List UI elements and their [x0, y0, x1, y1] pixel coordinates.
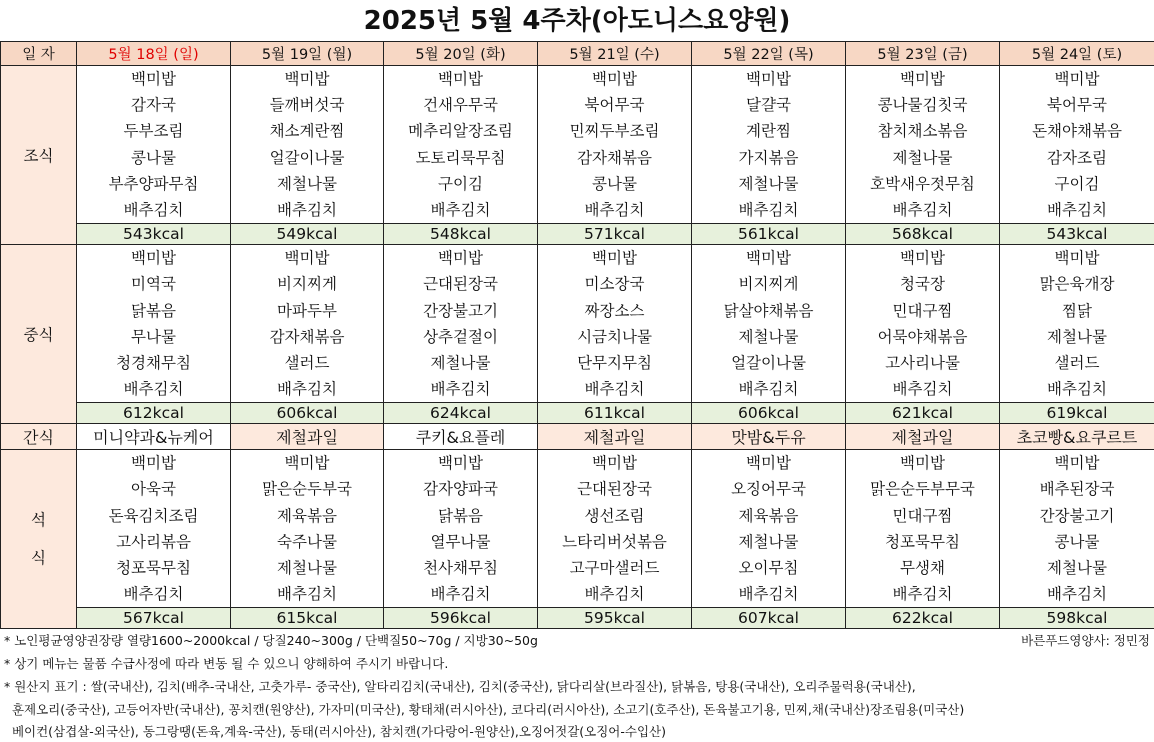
menu-item: 감자채볶음: [577, 148, 652, 167]
dinner-kcal: 595kcal: [538, 608, 692, 629]
menu-item: 배추김치: [123, 585, 184, 604]
breakfast-kcal: 571kcal: [538, 224, 692, 245]
menu-item: 배추김치: [738, 200, 799, 219]
dinner-label: [1, 450, 77, 629]
menu-item: 백미밥: [284, 249, 330, 268]
day-header-wed: 5월 21일 (수): [538, 42, 692, 66]
lunch-cell: [231, 245, 384, 403]
menu-item: 백미밥: [746, 454, 791, 473]
snack-item: 제철과일: [846, 424, 1000, 450]
breakfast-kcal: 549kcal: [231, 224, 384, 245]
origin-note-line-3: 베이컨(삼겹살-외국산), 동그랑땡(돈육,계육-국산), 동태(러시아산), 참치캔(가다랑어-원양산),오징어젓갈(오징어-수입산): [4, 724, 666, 739]
menu-item: 제철나물: [892, 148, 953, 167]
menu-item: 미소장국: [584, 275, 645, 294]
menu-item: 열무나물: [430, 532, 491, 551]
menu-item: 참치채소볶음: [877, 122, 968, 141]
menu-item: 백미밥: [131, 70, 176, 88]
menu-item: 백미밥: [592, 70, 637, 88]
dinner-kcal: 622kcal: [846, 608, 1000, 629]
menu-item: 배추김치: [738, 585, 799, 604]
day-header-thu: 5월 22일 (목): [692, 42, 846, 66]
dinner-cell: [538, 450, 692, 608]
origin-note-line-1: * 원산지 표기 : 쌀(국내산), 김치(배추-국내산, 고춧가루- 중국산), 알타리김치(국내산), 김치(중국산), 닭다리살(브라질산), 닭볶음, 탕용(국내산), 오리주물럭용(국내산),: [4, 679, 916, 694]
menu-item: 배추김치: [584, 380, 645, 399]
snack-item: 맛밤&두유: [692, 424, 846, 450]
menu-item: 샐러드: [1054, 353, 1100, 372]
breakfast-cell: [538, 66, 692, 224]
menu-item: 도토리묵무침: [415, 148, 506, 167]
breakfast-kcal: 568kcal: [846, 224, 1000, 245]
header-row: [1, 42, 1154, 66]
breakfast-cell: [692, 66, 846, 224]
dinner-cell: [384, 450, 538, 608]
menu-item: 시금치나물: [577, 327, 652, 346]
menu-item: 청경채무침: [116, 353, 191, 372]
menu-item: 오징어무국: [731, 480, 806, 499]
origin-note-line-2: 훈제오리(중국산), 고등어자반(국내산), 꽁치캔(원양산), 가자미(미국산), 황태채(러시아산), 코다리(러시아산), 소고기(호주산), 돈육불고기용, 민찌,채(국내산)장조림용(미국산): [4, 702, 965, 717]
breakfast-kcal: 548kcal: [384, 224, 538, 245]
breakfast-cell: [77, 66, 231, 224]
lunch-kcal: 606kcal: [231, 403, 384, 424]
dinner-label-char-2: 식: [31, 549, 46, 568]
menu-item: 어묵야채볶음: [877, 327, 968, 346]
menu-item: 백미밥: [131, 249, 176, 268]
menu-item: 건새우무국: [423, 96, 498, 115]
menu-item: 배추김치: [584, 200, 645, 219]
menu-item: 배추김치: [123, 380, 184, 399]
menu-item: 백미밥: [438, 70, 483, 88]
menu-item: 숙주나물: [277, 532, 337, 551]
menu-item: 백미밥: [900, 249, 945, 268]
menu-item: 구이김: [438, 174, 483, 193]
lunch-kcal: 624kcal: [384, 403, 538, 424]
breakfast-cell: [1000, 66, 1154, 224]
menu-change-note: * 상기 메뉴는 물품 수급사정에 따라 변동 될 수 있으니 양해하여 주시기 바랍니다.: [4, 656, 449, 671]
snack-item: 초코빵&요쿠르트: [1000, 424, 1154, 450]
menu-item: 고사리볶음: [116, 532, 191, 551]
menu-item: 백미밥: [746, 249, 791, 268]
menu-item: 맑은순두부무국: [870, 480, 975, 499]
dinner-cell: [231, 450, 384, 608]
breakfast-kcal: 543kcal: [1000, 224, 1154, 245]
menu-item: 배추김치: [430, 380, 491, 399]
menu-item: 백미밥: [746, 70, 791, 88]
day-header-fri: 5월 23일 (금): [846, 42, 1000, 66]
menu-item: 닭볶음: [438, 506, 483, 525]
menu-item: 찜닭: [1062, 301, 1092, 320]
menu-item: 아욱국: [131, 480, 176, 499]
menu-item: 제육볶음: [277, 506, 337, 525]
menu-item: 계란찜: [746, 122, 791, 141]
menu-item: 콩나물김칫국: [877, 96, 968, 115]
menu-item: 무생채: [900, 559, 945, 577]
menu-item: 오이무침: [738, 559, 799, 577]
menu-item: 고사리나물: [885, 353, 960, 372]
breakfast-cell: [384, 66, 538, 224]
menu-item: 돈육김치조림: [108, 506, 199, 525]
lunch-cell: [692, 245, 846, 403]
breakfast-row: [1, 66, 1154, 224]
menu-item: 비지찌게: [738, 275, 799, 294]
lunch-row: [1, 245, 1154, 403]
menu-item: 제철나물: [738, 532, 799, 551]
menu-item: 고구마샐러드: [569, 559, 660, 577]
dinner-kcal: 596kcal: [384, 608, 538, 629]
lunch-kcal: 619kcal: [1000, 403, 1154, 424]
lunch-cell: [538, 245, 692, 403]
menu-item: 북어무국: [584, 96, 645, 115]
menu-item: 제육볶음: [738, 506, 799, 525]
menu-item: 구이김: [1054, 174, 1100, 193]
dinner-kcal: 615kcal: [231, 608, 384, 629]
menu-item: 배추김치: [430, 200, 491, 219]
menu-item: 달걀국: [746, 96, 791, 115]
menu-item: 배추김치: [277, 585, 337, 604]
lunch-kcal: 611kcal: [538, 403, 692, 424]
lunch-kcal: 621kcal: [846, 403, 1000, 424]
menu-item: 제철나물: [738, 327, 799, 346]
weekly-menu-table: [0, 41, 1154, 629]
menu-item: 천사채무침: [423, 559, 498, 577]
menu-item: 감자양파국: [423, 480, 498, 499]
menu-item: 호박새우젓무침: [870, 174, 975, 193]
menu-item: 무나물: [131, 327, 176, 346]
menu-item: 간장불고기: [1039, 506, 1115, 525]
menu-item: 콩나물: [1054, 532, 1100, 551]
menu-item: 청포묵무침: [885, 532, 960, 551]
date-label: 일 자: [1, 42, 77, 66]
menu-item: 들깨버섯국: [269, 96, 345, 115]
menu-item: 샐러드: [284, 353, 330, 372]
menu-item: 근대된장국: [423, 275, 498, 294]
lunch-cell: [846, 245, 1000, 403]
menu-item: 백미밥: [284, 454, 330, 473]
menu-item: 제철나물: [1047, 327, 1107, 346]
menu-item: 생선조림: [584, 506, 645, 525]
lunch-kcal-row: [1, 403, 1154, 424]
menu-item: 배추김치: [738, 380, 799, 399]
menu-item: 백미밥: [438, 249, 483, 268]
breakfast-kcal-row: [1, 224, 1154, 245]
menu-item: 배추김치: [1047, 585, 1107, 604]
snack-item: 미니약과&뉴케어: [77, 424, 231, 450]
snack-item: 제철과일: [538, 424, 692, 450]
menu-item: 부추양파무침: [108, 174, 199, 193]
menu-item: 상추겉절이: [423, 327, 498, 346]
lunch-kcal: 606kcal: [692, 403, 846, 424]
menu-item: 콩나물: [131, 148, 176, 167]
day-header-sun: 5월 18일 (일): [77, 42, 231, 66]
menu-item: 간장불고기: [423, 301, 498, 320]
breakfast-cell: [231, 66, 384, 224]
menu-item: 느타리버섯볶음: [562, 532, 667, 551]
menu-item: 백미밥: [1054, 70, 1100, 88]
lunch-cell: [1000, 245, 1154, 403]
menu-item: 닭살야채볶음: [723, 301, 814, 320]
menu-item: 배추김치: [277, 380, 337, 399]
menu-item: 맑은육개장: [1039, 275, 1115, 294]
menu-item: 청국장: [900, 275, 945, 294]
menu-item: 두부조림: [123, 122, 184, 141]
menu-item: 배추김치: [277, 200, 337, 219]
day-header-tue: 5월 20일 (화): [384, 42, 538, 66]
menu-item: 배추된장국: [1039, 480, 1115, 499]
menu-item: 민대구찜: [892, 301, 953, 320]
menu-item: 백미밥: [592, 454, 637, 473]
dinner-kcal: 607kcal: [692, 608, 846, 629]
menu-item: 단무지무침: [577, 353, 652, 372]
dinner-row: [1, 450, 1154, 608]
menu-item: 메추리알장조림: [408, 122, 513, 141]
menu-item: 가지볶음: [738, 148, 799, 167]
nutrition-note: * 노인평균영양권장량 열량1600~2000kcal / 당질240~300g / 단백질50~70g / 지방30~50g: [4, 633, 538, 648]
snack-item: 제철과일: [231, 424, 384, 450]
lunch-cell: [77, 245, 231, 403]
menu-item: 얼갈이나물: [731, 353, 806, 372]
menu-item: 비지찌게: [277, 275, 337, 294]
dietitian-credit: 바른푸드영양사: 정민정: [1021, 633, 1150, 648]
menu-item: 제철나물: [277, 559, 337, 577]
menu-item: 맑은순두부국: [262, 480, 352, 499]
menu-item: 제철나물: [430, 353, 491, 372]
menu-item: 배추김치: [1047, 380, 1107, 399]
menu-item: 배추김치: [584, 585, 645, 604]
menu-item: 돈채야채볶음: [1032, 122, 1122, 141]
menu-item: 닭볶음: [131, 301, 176, 320]
dinner-kcal-row: [1, 608, 1154, 629]
menu-item: 백미밥: [592, 249, 637, 268]
menu-item: 민찌두부조림: [569, 122, 660, 141]
menu-item: 백미밥: [1054, 249, 1100, 268]
lunch-kcal: 612kcal: [77, 403, 231, 424]
dinner-cell: [846, 450, 1000, 608]
day-header-sat: 5월 24일 (토): [1000, 42, 1154, 66]
menu-item: 백미밥: [1054, 454, 1100, 473]
menu-item: 제철나물: [1047, 559, 1107, 577]
dinner-kcal: 567kcal: [77, 608, 231, 629]
dinner-label-char-1: 석: [31, 511, 46, 530]
menu-item: 배추김치: [892, 200, 953, 219]
breakfast-label: 조식: [1, 66, 77, 245]
menu-item: 마파두부: [277, 301, 337, 320]
menu-item: 민대구찜: [892, 506, 953, 525]
breakfast-kcal: 543kcal: [77, 224, 231, 245]
menu-item: 감자국: [131, 96, 176, 115]
dinner-cell: [1000, 450, 1154, 608]
menu-item: 백미밥: [900, 454, 945, 473]
menu-item: 짜장소스: [584, 301, 645, 320]
menu-item: 얼갈이나물: [269, 148, 345, 167]
snack-item: 쿠키&요플레: [384, 424, 538, 450]
menu-item: 미역국: [131, 275, 176, 294]
menu-item: 감자조림: [1047, 148, 1107, 167]
lunch-label: 중식: [1, 245, 77, 424]
menu-item: 근대된장국: [577, 480, 652, 499]
dinner-kcal: 598kcal: [1000, 608, 1154, 629]
menu-item: 채소계란찜: [269, 122, 345, 141]
menu-item: 백미밥: [438, 454, 483, 473]
menu-item: 콩나물: [592, 174, 637, 193]
menu-item: 북어무국: [1047, 96, 1107, 115]
lunch-cell: [384, 245, 538, 403]
page-title: 2025년 5월 4주차(아도니스요양원): [363, 6, 791, 36]
breakfast-kcal: 561kcal: [692, 224, 846, 245]
menu-item: 백미밥: [131, 454, 176, 473]
dinner-cell: [692, 450, 846, 608]
snack-row: [1, 424, 1154, 450]
menu-item: 배추김치: [892, 380, 953, 399]
menu-item: 배추김치: [123, 200, 184, 219]
menu-item: 제철나물: [738, 174, 799, 193]
snack-label: 간식: [1, 424, 77, 450]
menu-item: 청포묵무침: [116, 559, 191, 577]
menu-item: 배추김치: [1047, 200, 1107, 219]
menu-item: 백미밥: [900, 70, 945, 88]
menu-item: 감자채볶음: [269, 327, 345, 346]
day-header-mon: 5월 19일 (월): [231, 42, 384, 66]
menu-item: 제철나물: [277, 174, 337, 193]
dinner-cell: [77, 450, 231, 608]
menu-item: 배추김치: [892, 585, 953, 604]
menu-item: 백미밥: [284, 70, 330, 88]
breakfast-cell: [846, 66, 1000, 224]
menu-item: 배추김치: [430, 585, 491, 604]
